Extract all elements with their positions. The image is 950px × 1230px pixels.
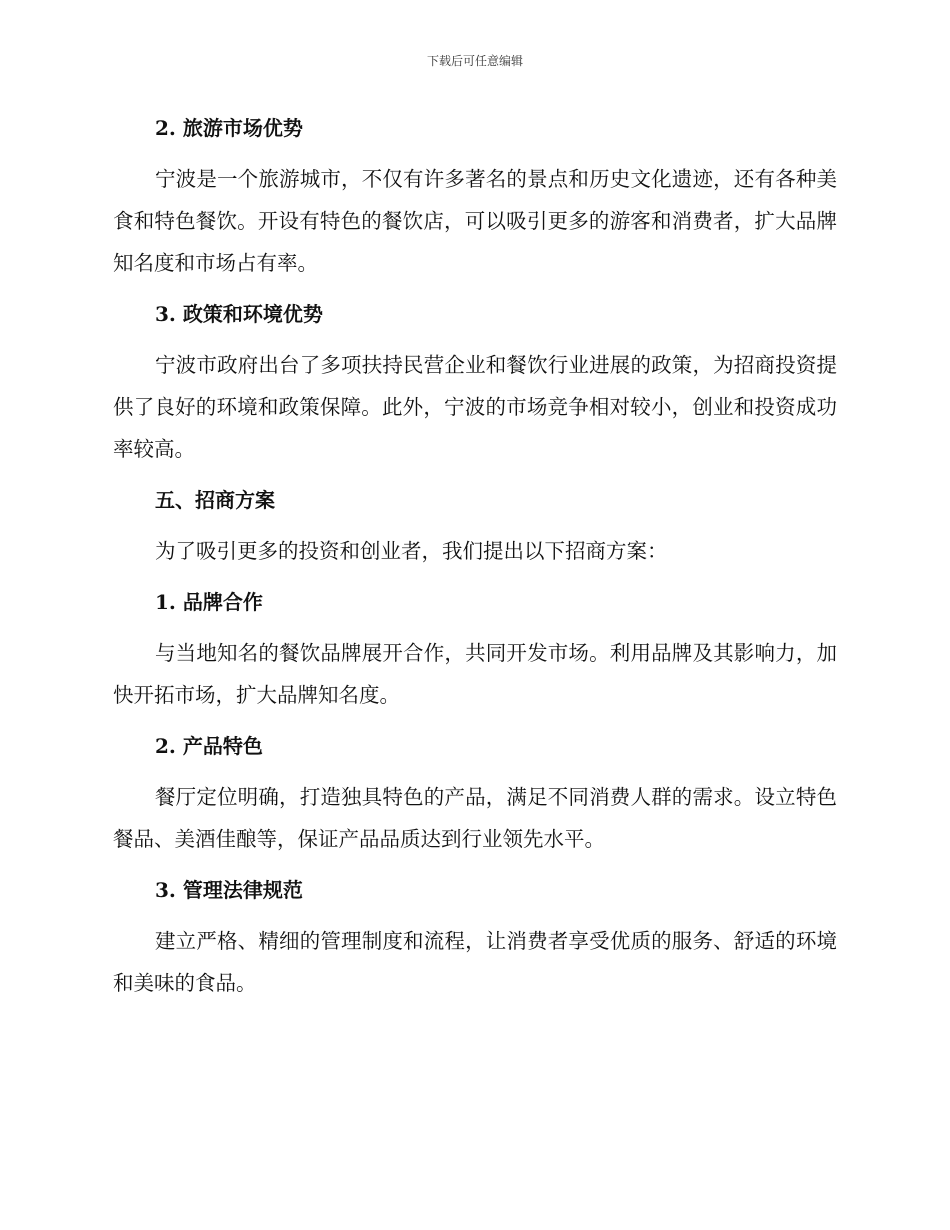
section-heading-tourism: 2. 旅游市场优势 [155,116,303,140]
section-heading-product-features: 2. 产品特色 [155,734,263,758]
paragraph-investment-intro: 为了吸引更多的投资和创业者，我们提出以下招商方案： [155,539,668,563]
section-heading-brand-cooperation: 1. 品牌合作 [155,590,263,614]
paragraph-tourism: 宁波是一个旅游城市，不仅有许多著名的景点和历史文化遗迹，还有各种美食和特色餐饮。开设有特色的餐饮店，可以吸引更多的游客和消费者，扩大品牌知名度和市场占有率。 [113,167,837,275]
page-header: 下载后可任意编辑 [426,54,523,68]
paragraph-policy: 宁波市政府出台了多项扶持民营企业和餐饮行业进展的政策，为招商投资提供了良好的环境和政策保障。此外，宁波的市场竞争相对较小，创业和投资成功率较高。 [113,353,837,461]
paragraph-product-features: 餐厅定位明确，打造独具特色的产品，满足不同消费人群的需求。设立特色餐品、美酒佳酿等，保证产品品质达到行业领先水平。 [113,785,837,851]
section-heading-investment-plan: 五、招商方案 [155,488,275,512]
section-heading-management: 3. 管理法律规范 [155,878,303,902]
paragraph-management: 建立严格、精细的管理制度和流程，让消费者享受优质的服务、舒适的环境和美味的食品。 [113,929,837,995]
section-heading-policy: 3. 政策和环境优势 [155,302,323,326]
document-body [113,108,837,1014]
paragraph-brand-cooperation: 与当地知名的餐饮品牌展开合作，共同开发市场。利用品牌及其影响力，加快开拓市场，扩大品牌知名度。 [113,641,837,707]
